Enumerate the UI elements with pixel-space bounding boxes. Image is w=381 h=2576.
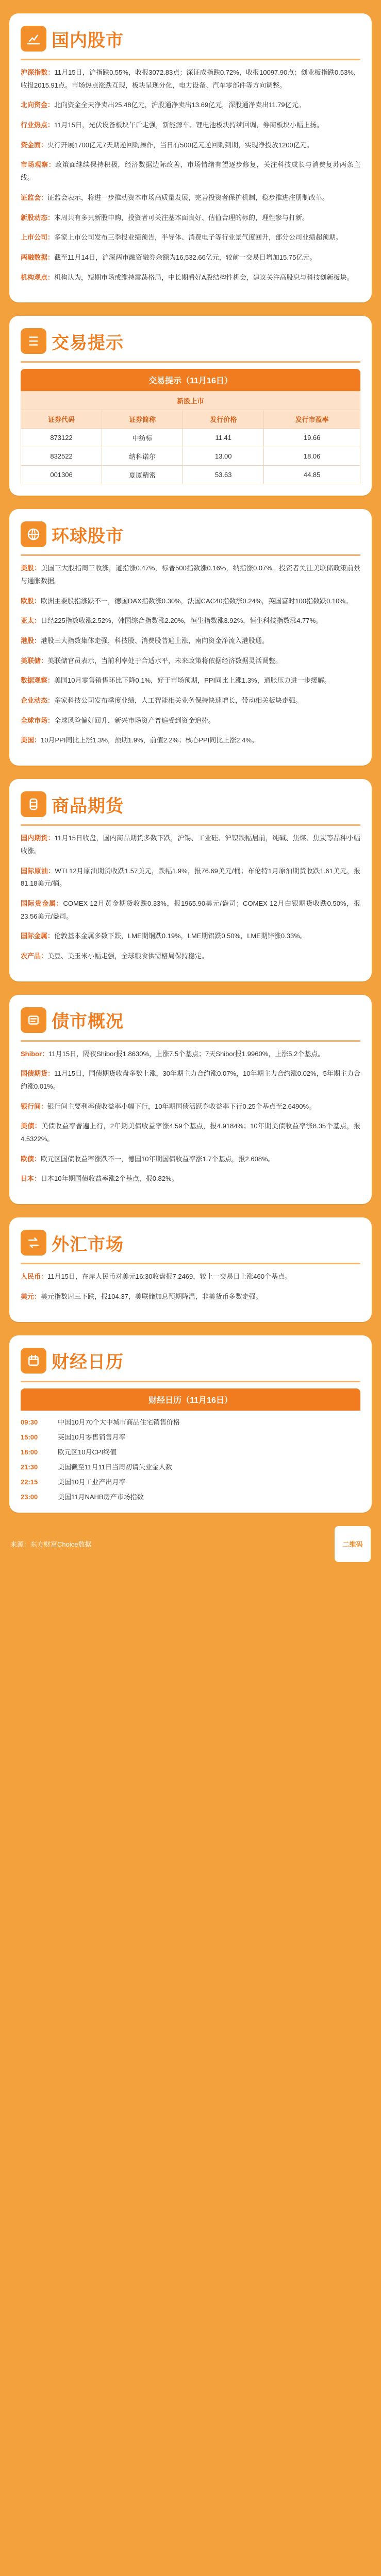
global-card (9, 509, 372, 766)
trading-header (21, 328, 360, 354)
domestic-paragraph-4-tag: 资金面： (21, 141, 48, 149)
global-paragraph-6-tag: 数据观察： (21, 676, 55, 685)
commodities-paragraphs (21, 832, 360, 963)
calendar-card (9, 1335, 372, 1513)
global-paragraph-7 (21, 694, 360, 707)
trading-badge (21, 328, 46, 354)
domestic-paragraph-3 (21, 119, 360, 132)
calendar-icon (26, 1353, 41, 1368)
bond-icon (26, 1012, 41, 1028)
calendar-item-3 (21, 1447, 360, 1456)
global-paragraph-5 (21, 655, 360, 668)
footer (10, 1526, 371, 1562)
global-paragraph-9 (21, 734, 360, 747)
qr-code-icon (335, 1526, 371, 1562)
calendar-spacer (21, 1411, 360, 1417)
trading-header-code: 证券代码 (21, 410, 102, 429)
bonds-paragraph-1-tag: Shibor： (21, 1049, 49, 1058)
domestic-paragraph-5-tag: 市场观察： (21, 161, 56, 169)
domestic-paragraph-4-text: 央行开展1700亿元7天期逆回购操作，当日有500亿元逆回购到期，实现净投放1200亿元。 (47, 141, 313, 149)
calendar-item-1-text: 中国10月70个大中城市商品住宅销售价格 (58, 1418, 180, 1426)
global-paragraph-9-tag: 美国： (21, 736, 41, 744)
calendar-item-4-text: 美国截至11月11日当周初请失业金人数 (58, 1463, 172, 1471)
fx-divider (21, 1263, 360, 1264)
list-icon (26, 333, 41, 349)
commodities-paragraph-3-text: COMEX 12月黄金期货收跌0.33%，报1965.90美元/盎司；COMEX 12月白银期货收跌0.50%，报23.56美元/盎司。 (21, 899, 360, 920)
fx-header (21, 1230, 360, 1256)
fx-title: 外汇市场 (52, 1234, 124, 1255)
global-title: 环球股市 (52, 526, 124, 546)
bonds-card (9, 995, 372, 1205)
domestic-paragraph-7-text: 本周共有多只新股申购，投资者可关注基本面良好、估值合理的标的，理性参与打新。 (54, 213, 309, 222)
domestic-divider (21, 59, 360, 60)
domestic-paragraph-1-tag: 沪深指数： (21, 69, 55, 76)
global-paragraph-8-text: 全球风险偏好回升，新兴市场资产普遍受到资金追捧。 (54, 716, 216, 724)
chart-icon (26, 31, 41, 46)
domestic-paragraph-3-text: 11月15日，光伏设备板块午后走强，新能源车、锂电池板块持续回调，券商板块小幅上扬。 (54, 121, 323, 129)
domestic-badge (21, 26, 46, 52)
commodities-paragraph-5-tag: 农产品： (21, 952, 48, 960)
trading-row-2-name: 纳科诺尔 (102, 447, 183, 466)
domestic-paragraph-9-text: 截至11月14日，沪深两市融资融券余额为16,532.66亿元，较前一交易日增加15.75亿元。 (54, 253, 317, 261)
global-paragraph-2-text: 欧洲主要股指涨跌不一，德国DAX指数涨0.30%，法国CAC40指数涨0.24%，英国富时100指数跌0.10%。 (41, 597, 352, 605)
bonds-header (21, 1007, 360, 1033)
calendar-item-2-text: 英国10月零售销售月率 (58, 1433, 126, 1441)
trading-row-2-pe: 18.06 (264, 447, 360, 466)
trading-title: 交易提示 (52, 333, 124, 353)
domestic-paragraph-4 (21, 139, 360, 152)
qr-label: 二维码 (342, 1540, 363, 1548)
domestic-paragraph-9 (21, 251, 360, 264)
calendar-item-1-time: 09:30 (21, 1418, 38, 1426)
global-paragraph-1-text: 美国三大股指周三收涨，道指涨0.47%，标普500指数涨0.16%，纳指涨0.07%。投资者关注美联储政策前景与通胀数据。 (21, 564, 360, 585)
domestic-paragraph-6-text: 证监会表示，将进一步推动资本市场高质量发展，完善投资者保护机制，稳步推进注册制改革。 (47, 193, 329, 201)
commodities-paragraph-4-text: 伦敦基本金属多数下跌，LME期铜跌0.19%，LME期铝跌0.50%，LME期锌涨0.33%。 (54, 932, 307, 940)
domestic-header (21, 26, 360, 52)
bonds-paragraph-2 (21, 1067, 360, 1093)
global-paragraph-3 (21, 615, 360, 628)
bonds-divider (21, 1040, 360, 1042)
domestic-paragraphs (21, 66, 360, 284)
trading-row-1-name: 中纺标 (102, 429, 183, 447)
commodities-paragraph-4-tag: 国际金属： (21, 932, 55, 940)
fx-badge (21, 1230, 46, 1256)
calendar-item-4 (21, 1462, 360, 1471)
trading-row-3-pe: 44.85 (264, 466, 360, 484)
page-root (0, 13, 381, 1562)
calendar-item-2-time: 15:00 (21, 1433, 38, 1441)
calendar-header (21, 1348, 360, 1374)
domestic-paragraph-10-text: 机构认为，短期市场或维持震荡格局，中长期看好A股结构性机会，建议关注高股息与科技创新板块。 (54, 273, 354, 281)
domestic-paragraph-1-text: 11月15日，沪指跌0.55%，收报3072.83点；深证成指跌0.72%，收报10097.90点；创业板指跌0.53%，收报2015.91点。市场热点涨跌互现，板块呈现分化，电力设备、汽车零部件等方向调整。 (21, 69, 360, 89)
calendar-badge (21, 1348, 46, 1374)
calendar-item-4-time: 21:30 (21, 1463, 38, 1471)
bonds-paragraph-2-tag: 国债期货： (21, 1070, 55, 1078)
domestic-paragraph-5-text: 政策面继续保持积极，经济数据边际改善，市场情绪有望逐步修复，关注科技成长与消费复苏两条主线。 (21, 161, 360, 182)
commodities-paragraph-3-tag: 国际贵金属： (21, 899, 63, 907)
commodities-paragraph-1-tag: 国内期货： (21, 834, 55, 842)
global-paragraph-7-tag: 企业动态： (21, 697, 55, 705)
trading-table (21, 391, 360, 484)
global-paragraph-3-text: 日经225指数收涨2.52%，韩国综合指数涨2.20%，恒生指数涨3.92%，恒生科技指数涨4.77%。 (41, 617, 323, 625)
fx-paragraph-2 (21, 1291, 360, 1303)
bonds-paragraph-4 (21, 1120, 360, 1145)
domestic-paragraph-10 (21, 272, 360, 284)
commodities-card (9, 779, 372, 981)
commodities-paragraph-2 (21, 865, 360, 890)
global-paragraph-2-tag: 欧股： (21, 597, 41, 605)
commodities-paragraph-3 (21, 897, 360, 923)
trading-divider (21, 361, 360, 363)
trading-row-2-price: 13.00 (183, 447, 264, 466)
commodities-paragraph-5 (21, 950, 360, 963)
calendar-item-5 (21, 1477, 360, 1486)
domestic-paragraph-8 (21, 231, 360, 244)
domestic-paragraph-6 (21, 192, 360, 205)
trading-row-3 (21, 466, 360, 484)
global-paragraph-4 (21, 635, 360, 648)
calendar-item-3-text: 欧元区10月CPI终值 (58, 1448, 117, 1456)
bonds-paragraph-4-text: 美债收益率普遍上行，2年期美债收益率涨4.59个基点，报4.9184%；10年期美债收益率涨8.35个基点，报4.5322%。 (21, 1122, 360, 1143)
commodities-paragraph-2-tag: 国际原油： (21, 867, 55, 875)
barrel-icon (26, 796, 41, 812)
global-paragraph-3-tag: 亚太： (21, 617, 41, 625)
exchange-icon (26, 1235, 41, 1250)
fx-card (9, 1217, 372, 1321)
global-paragraph-1-tag: 美股： (21, 564, 41, 572)
global-badge (21, 521, 46, 547)
bonds-title: 债市概况 (52, 1012, 124, 1032)
bonds-paragraph-2-text: 11月15日，国债期货收盘多数上涨，30年期主力合约涨0.07%，10年期主力合约涨0.02%，5年期主力合约涨0.01%。 (21, 1070, 360, 1090)
calendar-item-1 (21, 1417, 360, 1427)
trading-header-pe: 发行市盈率 (264, 410, 360, 429)
calendar-item-6-text: 美国11月NAHB房产市场指数 (58, 1493, 144, 1501)
global-paragraph-1 (21, 562, 360, 587)
global-divider (21, 554, 360, 556)
bonds-paragraph-3-text: 银行间主要利率债收益率小幅下行，10年期国债活跃券收益率下行0.25个基点至2.6490%。 (47, 1102, 316, 1110)
domestic-paragraph-2-text: 北向资金全天净卖出25.48亿元，沪股通净卖出13.69亿元，深股通净卖出11.79亿元。 (54, 101, 305, 109)
trading-row-1-price: 11.41 (183, 429, 264, 447)
fx-paragraph-2-text: 美元指数周三下跌，报104.37，美联储加息预期降温，非美货币多数走强。 (41, 1292, 262, 1300)
fx-paragraph-1-tag: 人民币： (21, 1273, 48, 1281)
global-paragraphs (21, 562, 360, 747)
calendar-table-title: 财经日历（11月16日） (21, 1388, 360, 1411)
trading-table-title: 交易提示（11月16日） (21, 369, 360, 391)
domestic-paragraph-2-tag: 北向资金： (21, 101, 55, 109)
domestic-paragraph-10-tag: 机构观点： (21, 273, 55, 281)
bonds-paragraph-1-text: 11月15日，隔夜Shibor报1.8630%，上涨7.5个基点；7天Shibor报1.9960%，上涨5.2个基点。 (48, 1049, 325, 1058)
bonds-paragraph-6 (21, 1173, 360, 1185)
trading-card (9, 316, 372, 496)
calendar-item-6 (21, 1492, 360, 1501)
calendar-title: 财经日历 (52, 1352, 124, 1372)
fx-paragraph-1-text: 11月15日，在岸人民币对美元16:30收盘报7.2469，较上一交易日上涨460个基点。 (47, 1273, 291, 1281)
trading-row-2-code: 832522 (21, 447, 102, 466)
trading-row-2 (21, 447, 360, 466)
calendar-item-6-time: 23:00 (21, 1493, 38, 1501)
trading-row-3-price: 53.63 (183, 466, 264, 484)
domestic-paragraph-9-tag: 两融数据： (21, 253, 55, 261)
footer-source: 来源：东方财富Choice数据 (10, 1540, 92, 1548)
global-paragraph-9-text: 10月PPI同比上涨1.3%，预期1.9%，前值2.2%；核心PPI同比上涨2.4%。 (41, 736, 258, 744)
global-paragraph-4-tag: 港股： (21, 637, 41, 645)
domestic-paragraph-5 (21, 159, 360, 184)
commodities-paragraph-5-text: 美豆、美玉米小幅走强，全球粮食供需格局保持稳定。 (47, 952, 209, 960)
global-header (21, 521, 360, 547)
global-paragraph-6-text: 美国10月零售销售环比下降0.1%，好于市场预期，PPI同比上涨1.3%，通胀压力进一步缓解。 (54, 676, 331, 685)
global-paragraph-5-text: 美联储官员表示，当前利率处于合适水平，未来政策将依据经济数据灵活调整。 (47, 656, 283, 665)
domestic-paragraph-7 (21, 212, 360, 225)
bonds-paragraph-5-tag: 欧债： (21, 1155, 41, 1163)
bonds-badge (21, 1007, 46, 1033)
domestic-card (9, 13, 372, 302)
bonds-paragraph-5 (21, 1153, 360, 1166)
calendar-item-5-time: 22:15 (21, 1478, 38, 1486)
fx-paragraph-2-tag: 美元： (21, 1292, 41, 1300)
bonds-paragraph-3-tag: 银行间： (21, 1102, 48, 1110)
bonds-paragraph-5-text: 欧元区国债收益率涨跌不一，德国10年期国债收益率涨1.7个基点，报2.608%。 (41, 1155, 275, 1163)
fx-paragraph-1 (21, 1270, 360, 1283)
bonds-paragraph-6-tag: 日本： (21, 1175, 41, 1183)
trading-table-header-row (21, 410, 360, 429)
commodities-header (21, 791, 360, 817)
commodities-paragraph-1 (21, 832, 360, 857)
domestic-paragraph-6-tag: 证监会： (21, 193, 48, 201)
global-paragraph-8 (21, 715, 360, 727)
global-paragraph-6 (21, 674, 360, 687)
commodities-paragraph-2-text: WTI 12月原油期货收跌1.57美元，跌幅1.9%，报76.69美元/桶；布伦特1月原油期货收跌1.61美元，报81.18美元/桶。 (21, 867, 360, 888)
trading-header-name: 证券简称 (102, 410, 183, 429)
globe-icon (26, 527, 41, 542)
commodities-divider (21, 824, 360, 826)
global-paragraph-2 (21, 595, 360, 608)
domestic-paragraph-1 (21, 66, 360, 92)
commodities-paragraph-1-text: 11月15日收盘，国内商品期货多数下跌，沪锡、工业硅、沪镍跌幅居前，纯碱、焦煤、焦炭等品种小幅收涨。 (21, 834, 360, 855)
global-paragraph-5-tag: 美联储： (21, 656, 48, 665)
domestic-title: 国内股市 (52, 30, 124, 50)
fx-paragraphs (21, 1270, 360, 1303)
domestic-paragraph-8-tag: 上市公司： (21, 233, 55, 242)
bonds-paragraph-6-text: 日本10年期国债收益率涨2个基点，报0.82%。 (41, 1175, 178, 1183)
trading-subtitle: 新股上市 (21, 392, 360, 410)
calendar-divider (21, 1381, 360, 1382)
calendar-item-2 (21, 1432, 360, 1442)
bonds-paragraph-4-tag: 美债： (21, 1122, 42, 1130)
trading-row-3-name: 夏厦精密 (102, 466, 183, 484)
bonds-paragraphs (21, 1048, 360, 1186)
bonds-paragraph-3 (21, 1100, 360, 1113)
global-paragraph-8-tag: 全球市场： (21, 716, 55, 724)
trading-table-subtitle-row (21, 392, 360, 410)
trading-row-1 (21, 429, 360, 447)
domestic-paragraph-2 (21, 99, 360, 112)
calendar-list (21, 1417, 360, 1501)
calendar-item-5-text: 美国10月工业产出月率 (58, 1478, 126, 1486)
domestic-paragraph-7-tag: 新股动态： (21, 213, 55, 222)
calendar-item-3-time: 18:00 (21, 1448, 38, 1456)
commodities-badge (21, 791, 46, 817)
domestic-paragraph-8-text: 多家上市公司发布三季报业绩预告，半导体、消费电子等行业景气度回升，部分公司业绩超预期。 (54, 233, 343, 242)
trading-row-1-pe: 19.66 (264, 429, 360, 447)
commodities-title: 商品期货 (52, 796, 124, 816)
trading-row-3-code: 001306 (21, 466, 102, 484)
global-paragraph-7-text: 多家科技公司发布季度业绩，人工智能相关业务保持快速增长，带动相关板块走强。 (54, 697, 303, 705)
global-paragraph-4-text: 港股三大指数集体走强，科技股、消费股普遍上涨，南向资金净流入港股通。 (41, 637, 269, 645)
domestic-paragraph-3-tag: 行业热点： (21, 121, 55, 129)
trading-row-1-code: 873122 (21, 429, 102, 447)
trading-header-price: 发行价格 (183, 410, 264, 429)
bonds-paragraph-1 (21, 1048, 360, 1061)
commodities-paragraph-4 (21, 930, 360, 943)
